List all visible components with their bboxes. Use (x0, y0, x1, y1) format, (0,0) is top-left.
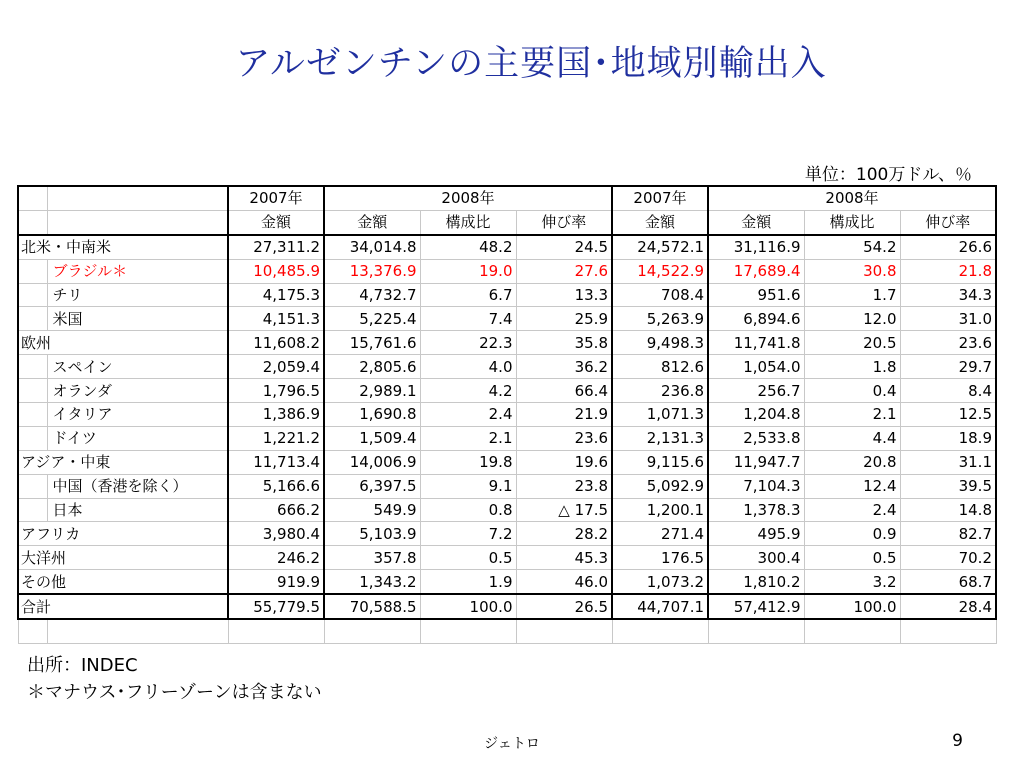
value-cell: 2,989.1 (324, 379, 420, 403)
value-cell: 11,741.8 (708, 331, 804, 355)
value-cell: 2,533.8 (708, 426, 804, 450)
table-row (18, 307, 996, 331)
value-cell: 6,894.6 (708, 307, 804, 331)
row-label: 中国（香港を除く） (47, 474, 228, 498)
value-cell: 28.4 (900, 594, 996, 619)
value-cell: 20.8 (804, 450, 900, 474)
value-cell: 3.2 (804, 570, 900, 594)
value-cell: 15,761.6 (324, 331, 420, 355)
value-cell: 18.9 (900, 426, 996, 450)
value-cell: 7,104.3 (708, 474, 804, 498)
value-cell: 25.9 (516, 307, 612, 331)
table-row (18, 426, 996, 450)
value-cell: 4.2 (420, 379, 516, 403)
value-cell: 0.8 (420, 498, 516, 522)
row-label: その他 (18, 570, 228, 594)
value-cell: 246.2 (228, 546, 324, 570)
value-cell: 236.8 (612, 379, 708, 403)
value-cell: 21.8 (900, 259, 996, 283)
row-label: スペイン (47, 355, 228, 379)
value-cell: 812.6 (612, 355, 708, 379)
value-cell: 28.2 (516, 522, 612, 546)
indent-cell (18, 498, 47, 522)
empty-cell (47, 619, 228, 643)
table-row (18, 546, 996, 570)
value-cell: 36.2 (516, 355, 612, 379)
table-row (18, 498, 996, 522)
value-cell: 5,103.9 (324, 522, 420, 546)
value-cell: 14.8 (900, 498, 996, 522)
value-cell: 4,175.3 (228, 283, 324, 307)
value-cell: 11,947.7 (708, 450, 804, 474)
value-cell: 34,014.8 (324, 235, 420, 259)
header-blank (47, 210, 228, 234)
value-cell: 24.5 (516, 235, 612, 259)
value-cell: 27,311.2 (228, 235, 324, 259)
row-label: アジア・中東 (18, 450, 228, 474)
header-growth: 伸び率 (900, 210, 996, 234)
value-cell: 5,225.4 (324, 307, 420, 331)
empty-row (18, 619, 996, 643)
footer-brand: ジェトロ (484, 736, 540, 752)
value-cell: 8.4 (900, 379, 996, 403)
value-cell: 13.3 (516, 283, 612, 307)
value-cell: 12.4 (804, 474, 900, 498)
value-cell: 1.9 (420, 570, 516, 594)
value-cell: 21.9 (516, 403, 612, 427)
source-line: 出所：INDEC (27, 655, 138, 676)
value-cell: 1,071.3 (612, 403, 708, 427)
value-cell: 68.7 (900, 570, 996, 594)
value-cell: 176.5 (612, 546, 708, 570)
header-export-2008: 2008年 (324, 186, 612, 210)
value-cell: 57,412.9 (708, 594, 804, 619)
value-cell: 22.3 (420, 331, 516, 355)
value-cell: 1,378.3 (708, 498, 804, 522)
value-cell: 9.1 (420, 474, 516, 498)
value-cell: 31,116.9 (708, 235, 804, 259)
value-cell: 19.6 (516, 450, 612, 474)
indent-cell (18, 283, 47, 307)
value-cell: 23.6 (900, 331, 996, 355)
value-cell: 54.2 (804, 235, 900, 259)
value-cell: 549.9 (324, 498, 420, 522)
table-row (18, 450, 996, 474)
value-cell: 1,073.2 (612, 570, 708, 594)
row-label: アフリカ (18, 522, 228, 546)
value-cell: 26.5 (516, 594, 612, 619)
value-cell: 256.7 (708, 379, 804, 403)
slide-title: アルゼンチンの主要国･地域別輸出入 (235, 44, 827, 84)
value-cell: 39.5 (900, 474, 996, 498)
value-cell: 1,204.8 (708, 403, 804, 427)
value-cell: 20.5 (804, 331, 900, 355)
value-cell: 55,779.5 (228, 594, 324, 619)
row-label: 米国 (47, 307, 228, 331)
value-cell: 1,690.8 (324, 403, 420, 427)
value-cell: 2.4 (804, 498, 900, 522)
value-cell: 2.1 (420, 426, 516, 450)
value-cell: 6.7 (420, 283, 516, 307)
value-cell: 46.0 (516, 570, 612, 594)
value-cell: 5,166.6 (228, 474, 324, 498)
value-cell: 1,200.1 (612, 498, 708, 522)
value-cell: 66.4 (516, 379, 612, 403)
table-row (18, 259, 996, 283)
value-cell: 4,151.3 (228, 307, 324, 331)
row-label: 日本 (47, 498, 228, 522)
value-cell: 919.9 (228, 570, 324, 594)
header-growth: 伸び率 (516, 210, 612, 234)
value-cell: 4.4 (804, 426, 900, 450)
value-cell: 2,059.4 (228, 355, 324, 379)
value-cell: 45.3 (516, 546, 612, 570)
value-cell: 14,006.9 (324, 450, 420, 474)
value-cell: 5,092.9 (612, 474, 708, 498)
indent-cell (18, 474, 47, 498)
value-cell: 1,810.2 (708, 570, 804, 594)
page-number: 9 (952, 731, 963, 751)
value-cell: 6,397.5 (324, 474, 420, 498)
value-cell: 17,689.4 (708, 259, 804, 283)
value-cell: 11,713.4 (228, 450, 324, 474)
row-label: 欧州 (18, 331, 228, 355)
value-cell: 30.8 (804, 259, 900, 283)
header-import-2007: 2007年 (612, 186, 708, 210)
empty-cell (324, 619, 420, 643)
value-cell: 44,707.1 (612, 594, 708, 619)
row-label: 合計 (18, 594, 228, 619)
trade-table (17, 185, 997, 644)
table-row (18, 331, 996, 355)
value-cell: 357.8 (324, 546, 420, 570)
value-cell: 9,498.3 (612, 331, 708, 355)
unit-label: 単位：100万ドル、％ (804, 165, 972, 185)
value-cell: 13,376.9 (324, 259, 420, 283)
empty-cell (18, 619, 47, 643)
value-cell: 19.8 (420, 450, 516, 474)
header-row-measures (18, 210, 996, 234)
value-cell: 1,796.5 (228, 379, 324, 403)
empty-cell (228, 619, 324, 643)
value-cell: 1,386.9 (228, 403, 324, 427)
value-cell: 2.4 (420, 403, 516, 427)
header-amount: 金額 (228, 210, 324, 234)
header-blank (18, 210, 47, 234)
indent-cell (18, 355, 47, 379)
value-cell: 7.2 (420, 522, 516, 546)
empty-cell (516, 619, 612, 643)
value-cell: 100.0 (804, 594, 900, 619)
indent-cell (18, 307, 47, 331)
table-row (18, 355, 996, 379)
header-amount: 金額 (708, 210, 804, 234)
value-cell: 23.6 (516, 426, 612, 450)
table-row (18, 403, 996, 427)
header-export-2007: 2007年 (228, 186, 324, 210)
row-label: オランダ (47, 379, 228, 403)
empty-cell (612, 619, 708, 643)
value-cell: 19.0 (420, 259, 516, 283)
value-cell: 300.4 (708, 546, 804, 570)
header-amount: 金額 (612, 210, 708, 234)
value-cell: 4,732.7 (324, 283, 420, 307)
value-cell: 1,221.2 (228, 426, 324, 450)
empty-cell (900, 619, 996, 643)
value-cell: 23.8 (516, 474, 612, 498)
value-cell: 14,522.9 (612, 259, 708, 283)
row-label: 大洋州 (18, 546, 228, 570)
value-cell: 271.4 (612, 522, 708, 546)
value-cell: 2,131.3 (612, 426, 708, 450)
value-cell: 1,343.2 (324, 570, 420, 594)
value-cell: 12.5 (900, 403, 996, 427)
value-cell: 82.7 (900, 522, 996, 546)
value-cell: 12.0 (804, 307, 900, 331)
value-cell: 70,588.5 (324, 594, 420, 619)
value-cell: 31.0 (900, 307, 996, 331)
value-cell: 666.2 (228, 498, 324, 522)
header-amount: 金額 (324, 210, 420, 234)
header-blank (47, 186, 228, 210)
value-cell: 27.6 (516, 259, 612, 283)
indent-cell (18, 426, 47, 450)
value-cell: 0.5 (420, 546, 516, 570)
table-row (18, 522, 996, 546)
trade-table-container (17, 185, 997, 644)
value-cell: 4.0 (420, 355, 516, 379)
table-row (18, 283, 996, 307)
header-row-years (18, 186, 996, 210)
empty-cell (708, 619, 804, 643)
value-cell: 951.6 (708, 283, 804, 307)
header-share: 構成比 (420, 210, 516, 234)
value-cell: 1,054.0 (708, 355, 804, 379)
value-cell: 1.8 (804, 355, 900, 379)
value-cell: 495.9 (708, 522, 804, 546)
value-cell: 2.1 (804, 403, 900, 427)
table-row (18, 235, 996, 259)
value-cell: 10,485.9 (228, 259, 324, 283)
indent-cell (18, 403, 47, 427)
table-row (18, 379, 996, 403)
table-row (18, 570, 996, 594)
value-cell: 31.1 (900, 450, 996, 474)
empty-cell (420, 619, 516, 643)
table-row (18, 474, 996, 498)
value-cell: 7.4 (420, 307, 516, 331)
value-cell: 9,115.6 (612, 450, 708, 474)
header-import-2008: 2008年 (708, 186, 996, 210)
table-row (18, 594, 996, 619)
row-label: 北米・中南米 (18, 235, 228, 259)
value-cell: 35.8 (516, 331, 612, 355)
header-share: 構成比 (804, 210, 900, 234)
value-cell: 11,608.2 (228, 331, 324, 355)
value-cell: 5,263.9 (612, 307, 708, 331)
value-cell: 100.0 (420, 594, 516, 619)
note-line: ＊マナウス･フリーゾーンは含まない (27, 682, 322, 703)
value-cell: 0.4 (804, 379, 900, 403)
value-cell: 3,980.4 (228, 522, 324, 546)
value-cell: △ 17.5 (516, 498, 612, 522)
value-cell: 34.3 (900, 283, 996, 307)
row-label: イタリア (47, 403, 228, 427)
empty-cell (804, 619, 900, 643)
row-label: ドイツ (47, 426, 228, 450)
indent-cell (18, 259, 47, 283)
value-cell: 29.7 (900, 355, 996, 379)
source-notes (27, 652, 322, 706)
value-cell: 2,805.6 (324, 355, 420, 379)
indent-cell (18, 379, 47, 403)
value-cell: 1,509.4 (324, 426, 420, 450)
header-blank (18, 186, 47, 210)
value-cell: 0.9 (804, 522, 900, 546)
value-cell: 0.5 (804, 546, 900, 570)
row-label: チリ (47, 283, 228, 307)
value-cell: 24,572.1 (612, 235, 708, 259)
row-label: ブラジル＊ (47, 259, 228, 283)
value-cell: 708.4 (612, 283, 708, 307)
value-cell: 26.6 (900, 235, 996, 259)
value-cell: 48.2 (420, 235, 516, 259)
value-cell: 70.2 (900, 546, 996, 570)
value-cell: 1.7 (804, 283, 900, 307)
